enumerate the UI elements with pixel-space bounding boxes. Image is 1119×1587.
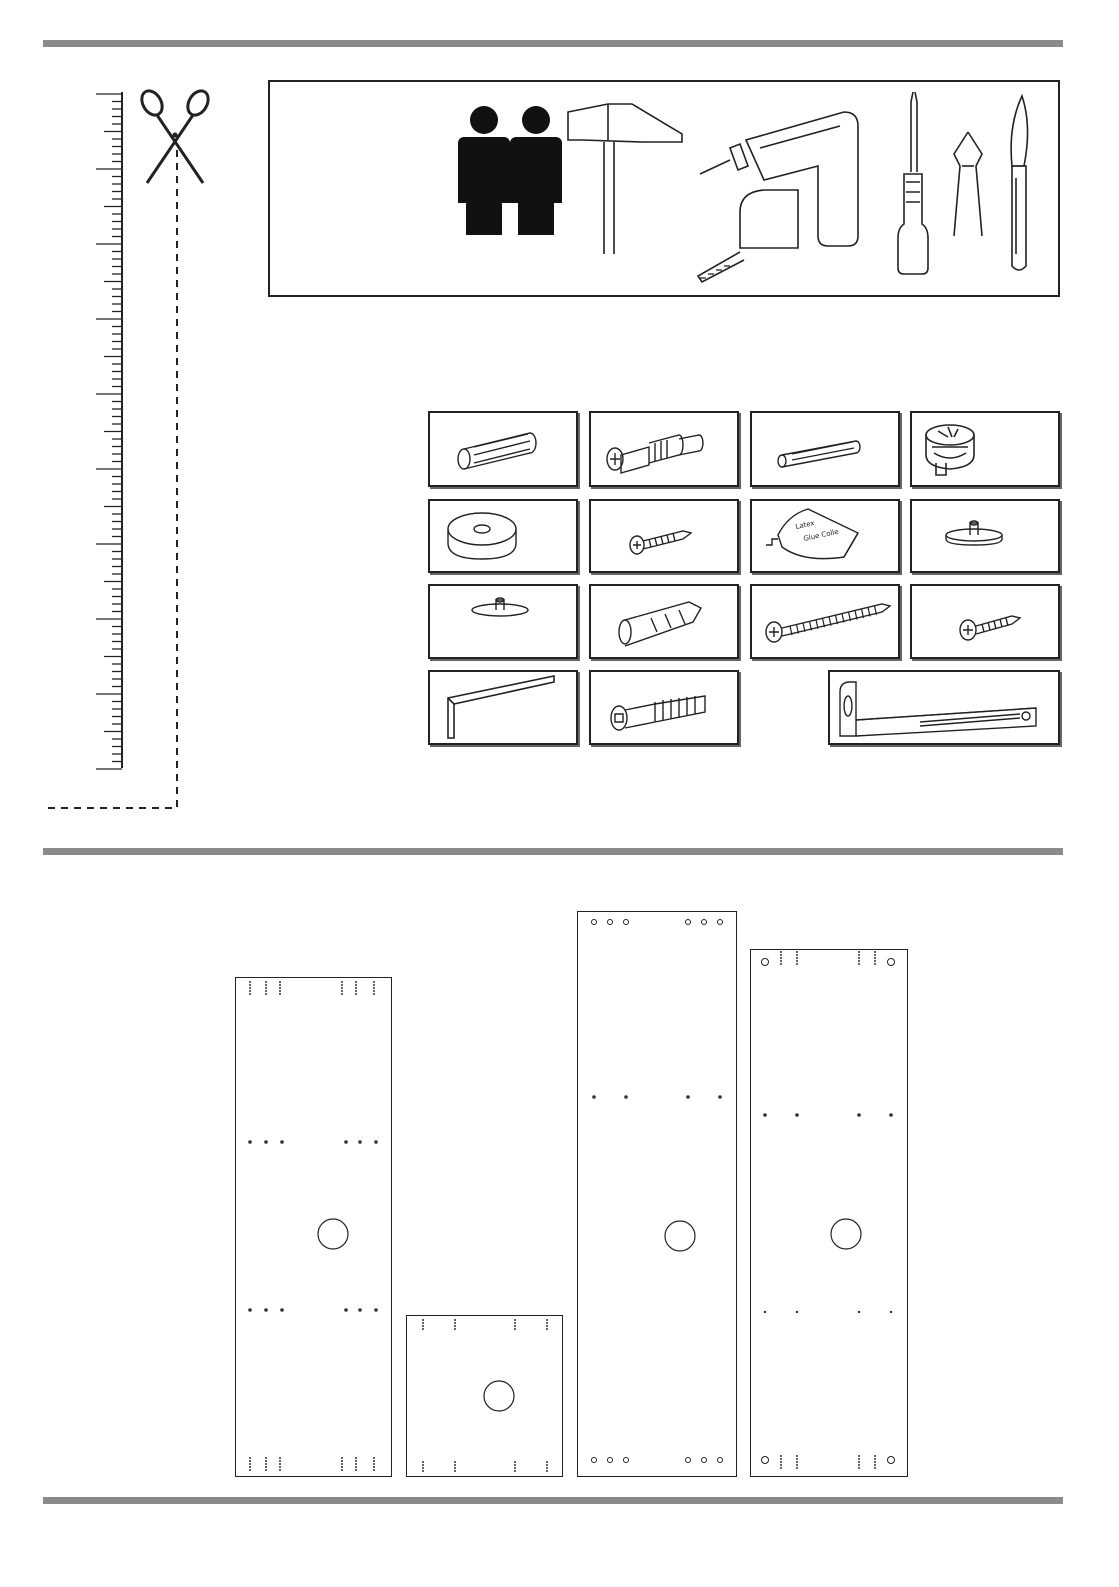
hardware-wooden-dowel [428,411,578,487]
long-screw-icon [752,586,902,661]
glue-label-line2: Glue Colle [802,527,840,543]
drill-icon [700,112,858,246]
middle-divider [43,848,1063,855]
glue-tube-icon [752,501,902,575]
small-screw-icon [591,501,741,575]
side-panel-left [235,977,392,1477]
cut-out-ruler [40,80,190,820]
bottom-divider [43,1497,1063,1504]
hardware-glue-tube [750,499,900,573]
short-screw-icon [912,586,1062,661]
side-panel-right [750,949,908,1477]
hardware-furniture-pad [428,499,578,573]
hardware-short-screw [910,584,1060,659]
hardware-allen-key [428,670,578,745]
connector-bolt-icon [591,672,741,747]
bottom-panel [406,1315,563,1477]
wall-plug-icon [591,586,741,661]
shelf-support-icon [912,501,1062,575]
back-panel [577,911,737,1477]
hammer-icon [568,104,682,254]
required-tools-box [268,80,1060,297]
hardware-cam-bolt [589,411,739,487]
glue-label-line1: Latex [794,519,816,531]
small-dowel-icon [752,413,902,489]
furniture-pad-icon [430,501,580,575]
hardware-small-dowel [750,411,900,487]
two-people-icon [458,106,562,235]
hardware-shelf-pin [428,584,578,659]
wall-bracket-icon [830,672,1062,747]
cam-lock-icon [912,413,1062,489]
scissors-icon [135,85,220,190]
tape-measure-icon [698,190,798,282]
allen-key-icon [430,672,580,747]
shelf-pin-icon [430,586,580,661]
screwdriver-icon [898,92,928,274]
knife-icon [1011,96,1027,270]
wooden-dowel-icon [430,413,580,489]
hardware-wall-bracket [828,670,1060,745]
hardware-connector-bolt [589,670,739,745]
hardware-wall-plug [589,584,739,659]
cam-bolt-icon [591,413,741,489]
hardware-small-screw [589,499,739,573]
pliers-icon [954,132,982,236]
hardware-shelf-support [910,499,1060,573]
hardware-cam-lock [910,411,1060,487]
top-divider [43,40,1063,47]
hardware-long-screw [750,584,900,659]
